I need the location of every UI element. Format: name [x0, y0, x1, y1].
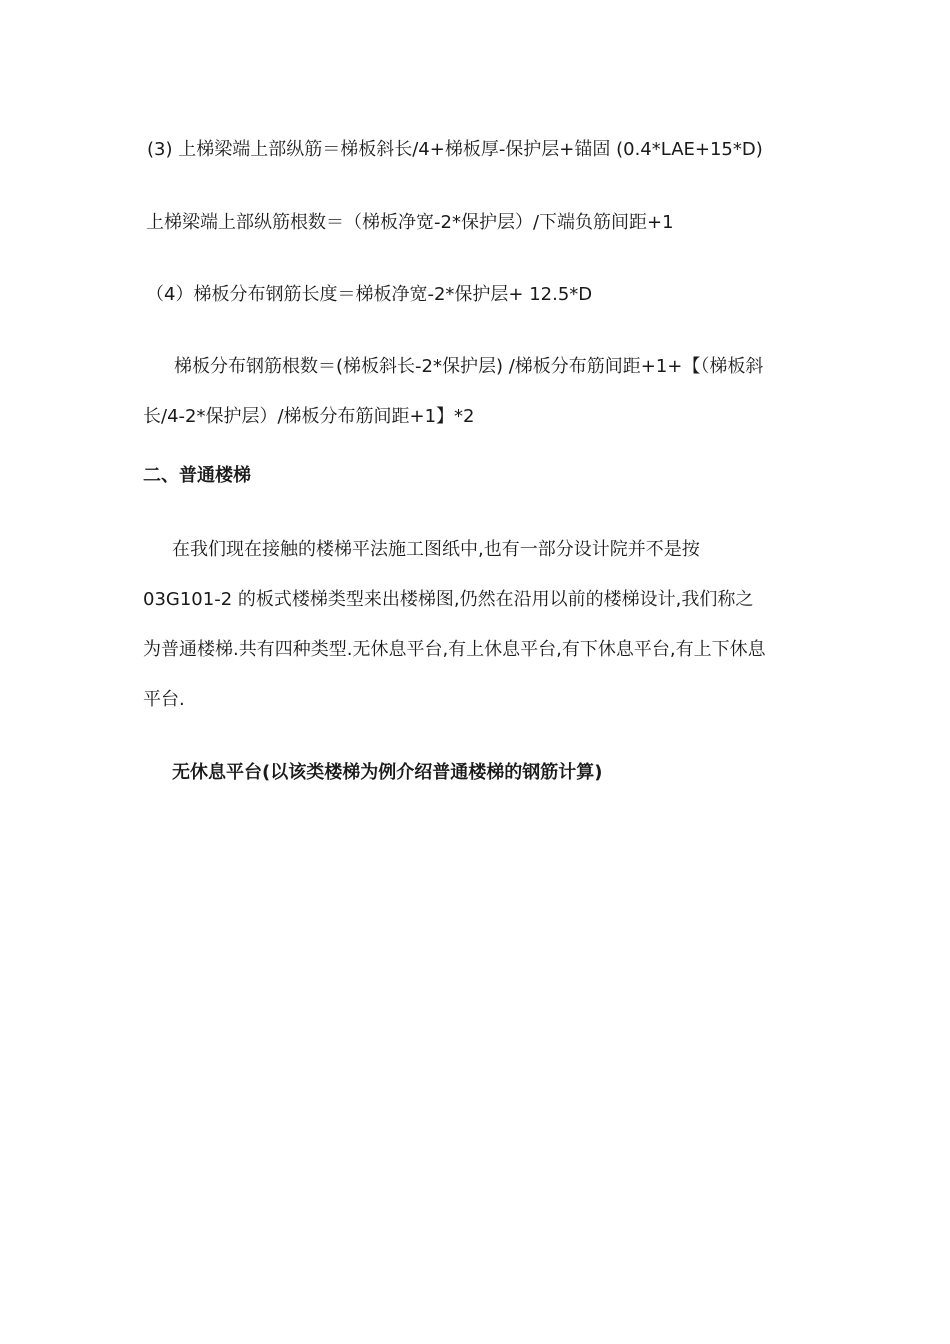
paragraph-line-3: 为普通楼梯.共有四种类型.无休息平台,有上休息平台,有下休息平台,有上下休息	[143, 639, 766, 660]
paragraph-line-1: 在我们现在接触的楼梯平法施工图纸中,也有一部分设计院并不是按	[172, 539, 700, 560]
subsection-heading: 无休息平台(以该类楼梯为例介绍普通楼梯的钢筋计算)	[172, 762, 603, 783]
text-line-distribution-count: 梯板分布钢筋根数＝(梯板斜长-2*保护层) /梯板分布筋间距+1+【（梯板斜	[174, 356, 764, 377]
paragraph-line-2: 03G101-2 的板式楼梯类型来出楼梯图,仍然在沿用以前的楼梯设计,我们称之	[143, 589, 754, 610]
paragraph-line-4: 平台.	[143, 689, 185, 710]
section-heading: 二、普通楼梯	[143, 465, 251, 486]
text-line-rebar-count: 上梯梁端上部纵筋根数＝（梯板净宽-2*保护层）/下端负筋间距+1	[146, 212, 674, 233]
text-line-distribution-length: （4）梯板分布钢筋长度＝梯板净宽-2*保护层+ 12.5*D	[146, 284, 593, 305]
text-line-distribution-count-cont: 长/4-2*保护层）/梯板分布筋间距+1】*2	[143, 406, 475, 427]
text-line-rebar-upper-end: (3) 上梯梁端上部纵筋＝梯板斜长/4+梯板厚-保护层+锚固 (0.4*LAE+15*D)	[147, 139, 763, 160]
